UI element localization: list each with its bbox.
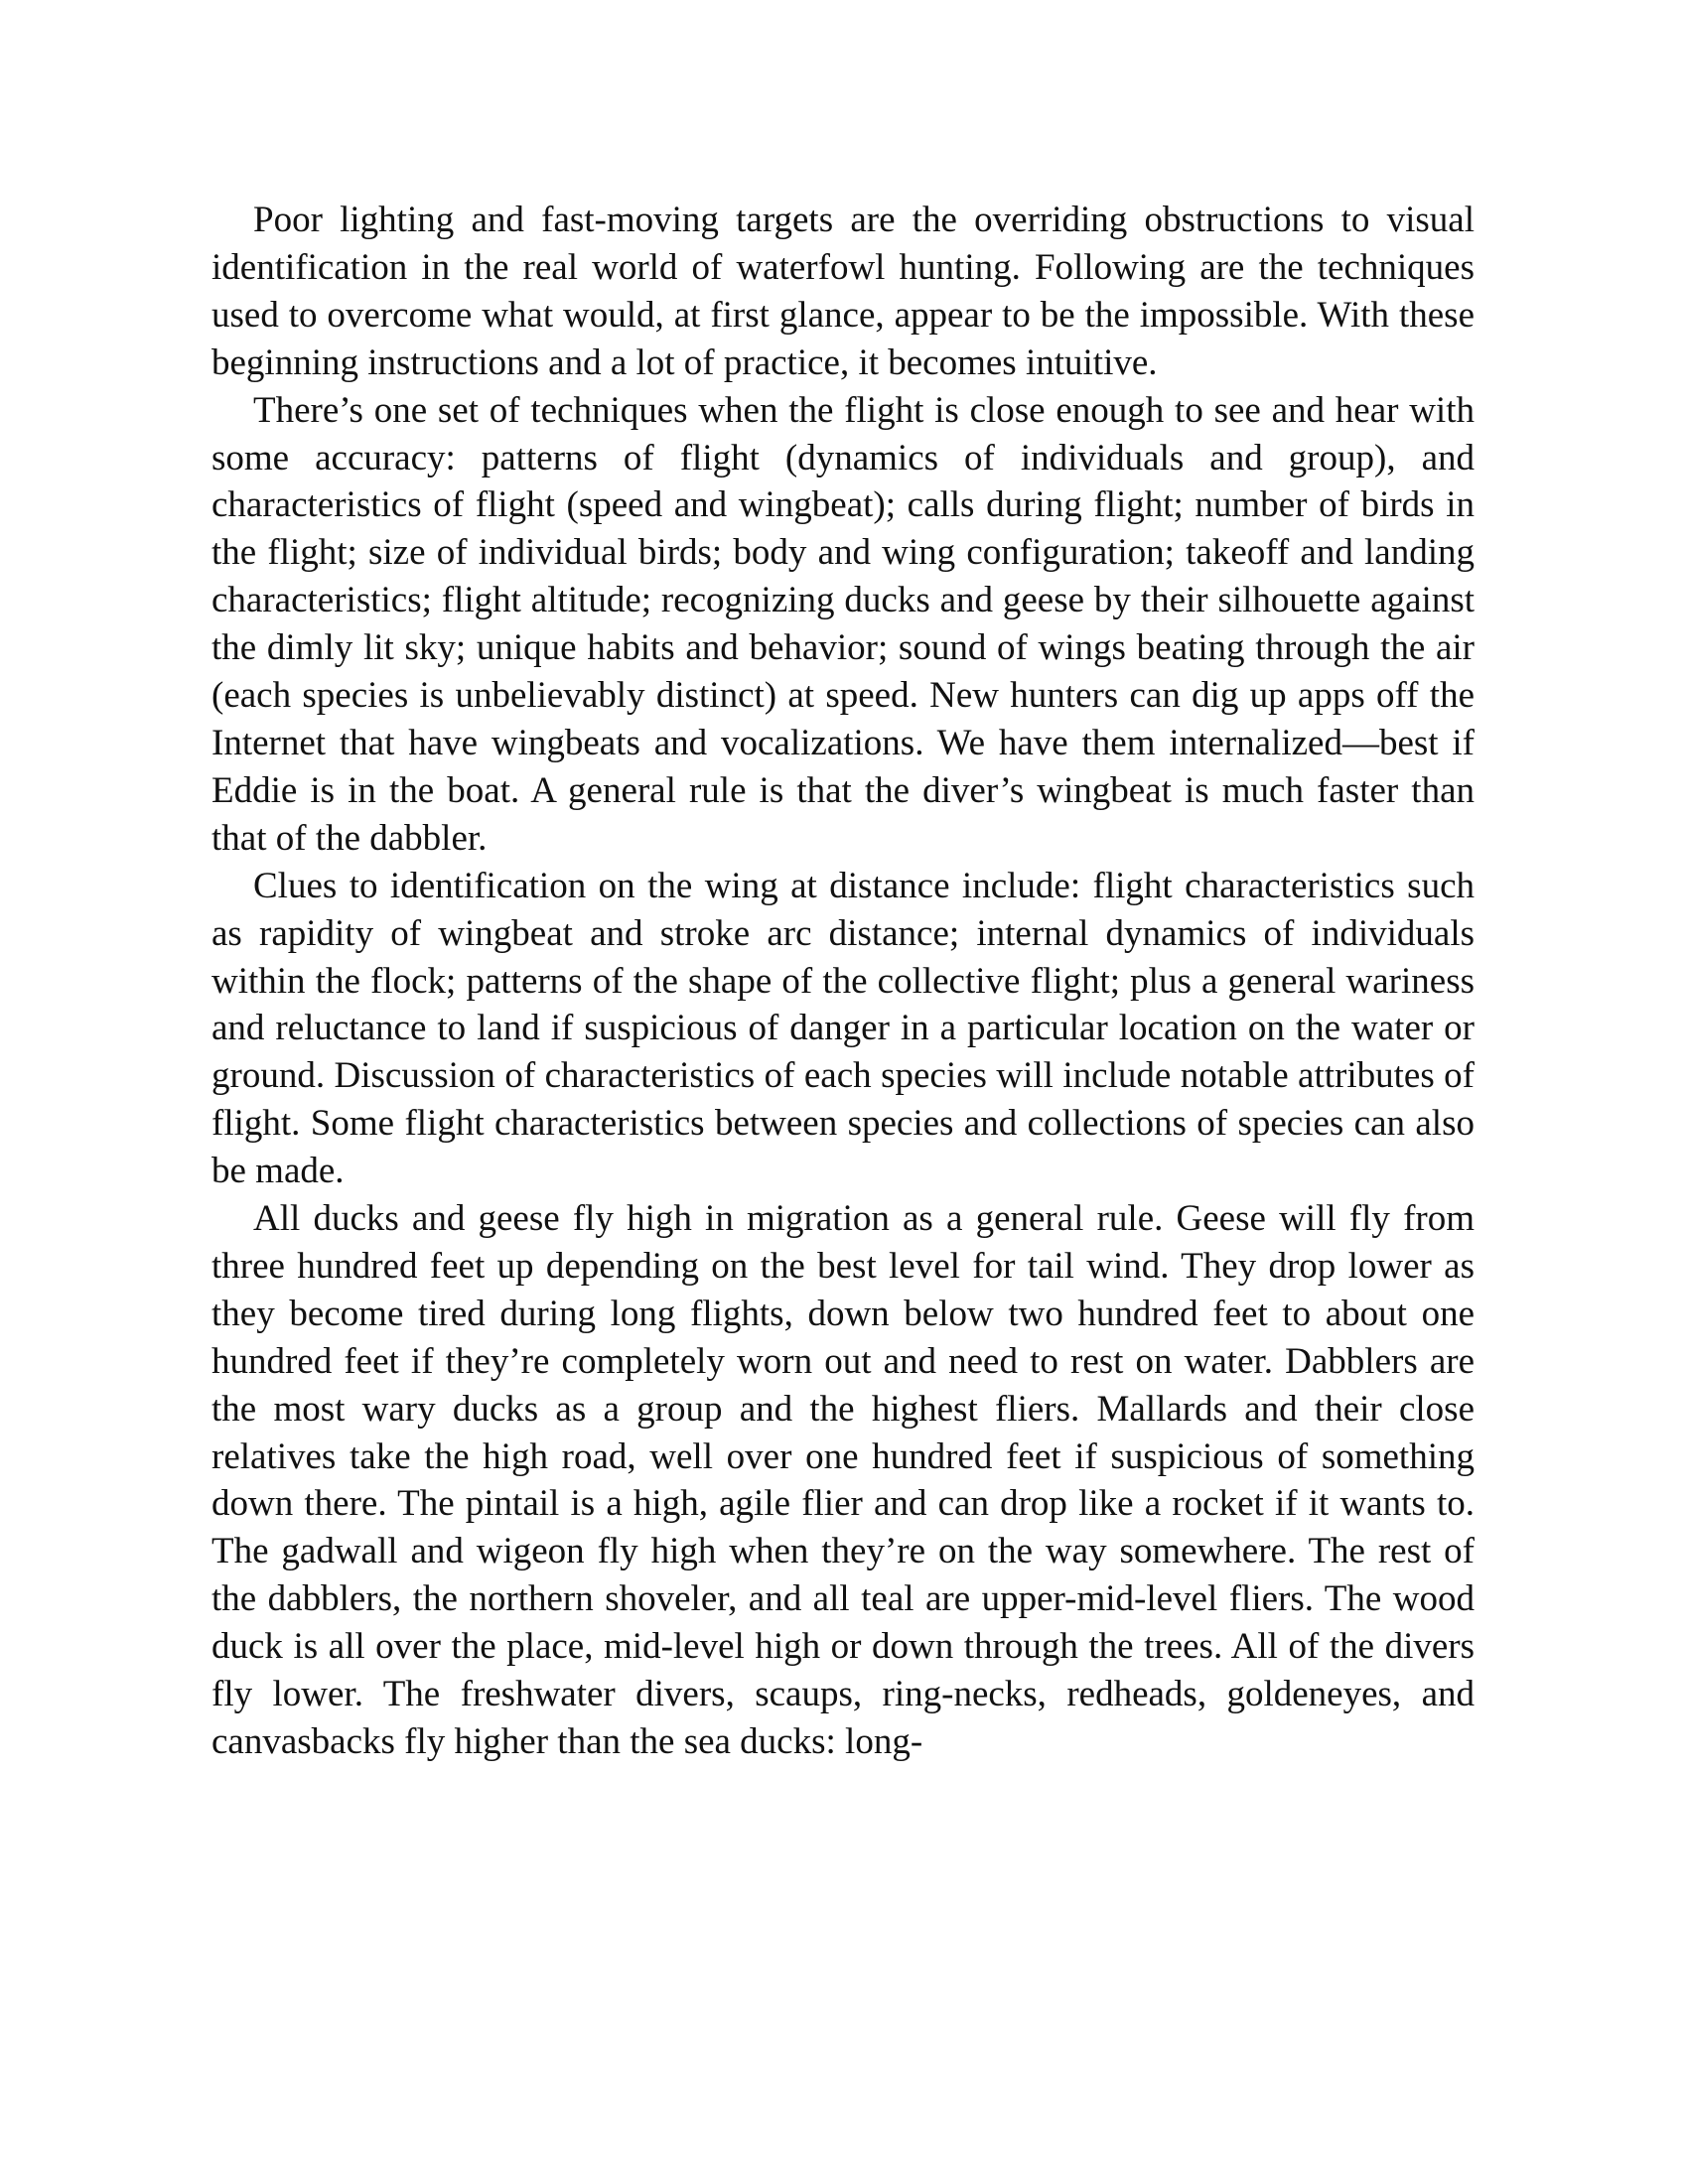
paragraph-2: There’s one set of techniques when the flight is close enough to see and hear with some accuracy: patterns of flight (dynamics of individuals and group), and characteristics of flight (speed and wingbeat); calls during flight; number of birds in the flight; size of individual birds; body and wing configuration; takeoff and landing characteristics; flight altitude; recognizing ducks and geese by their silhouette against the dimly lit sky; unique habits and behavior; sound of wings beating through the air (each species is unbelievably distinct) at speed. New hunters can dig up apps off the Internet that have wingbeats and vocalizations. We have them internalized—best if Eddie is in the boat. A general rule is that the diver’s wingbeat is much faster than that of the dabbler. <box>211 389 1475 859</box>
paragraph-4: All ducks and geese fly high in migration as a general rule. Geese will fly from three hundred feet up depending on the best level for tail wind. They drop lower as they become tired during long flights, down below two hundred feet to about one hundred feet if they’re completely worn out and need to rest on water. Dabblers are the most wary ducks as a group and the highest fliers. Mallards and their close relatives take the high road, well over one hundred feet if suspicious of something down there. The pintail is a high, agile flier and can drop like a rocket if it wants to. The gadwall and wigeon fly high when they’re on the way somewhere. The rest of the dabblers, the northern shoveler, and all teal are upper-mid-level fliers. The wood duck is all over the place, mid-level high or down through the trees. All of the divers fly lower. The freshwater divers, scaups, ring-necks, redheads, goldeneyes, and canvasbacks fly higher than the sea ducks: long- <box>211 1198 1475 1762</box>
paragraph-1: Poor lighting and fast-moving targets are the overriding obstructions to visual identification in the real world of waterfowl hunting. Following are the techniques used to overcome what would, at first glance, appear to be the impossible. With these beginning instructions and a lot of practice, it becomes intuitive. <box>211 200 1475 383</box>
paragraph-3: Clues to identification on the wing at distance include: flight characteristics such as rapidity of wingbeat and stroke arc distance; internal dynamics of individuals within the flock; patterns of the shape of the collective flight; plus a general wariness and reluctance to land if suspicious of danger in a particular location on the water or ground. Discussion of characteristics of each species will include notable attributes of flight. Some flight characteristics between species and collections of species can also be made. <box>211 865 1475 1192</box>
body-text <box>211 197 1475 1766</box>
